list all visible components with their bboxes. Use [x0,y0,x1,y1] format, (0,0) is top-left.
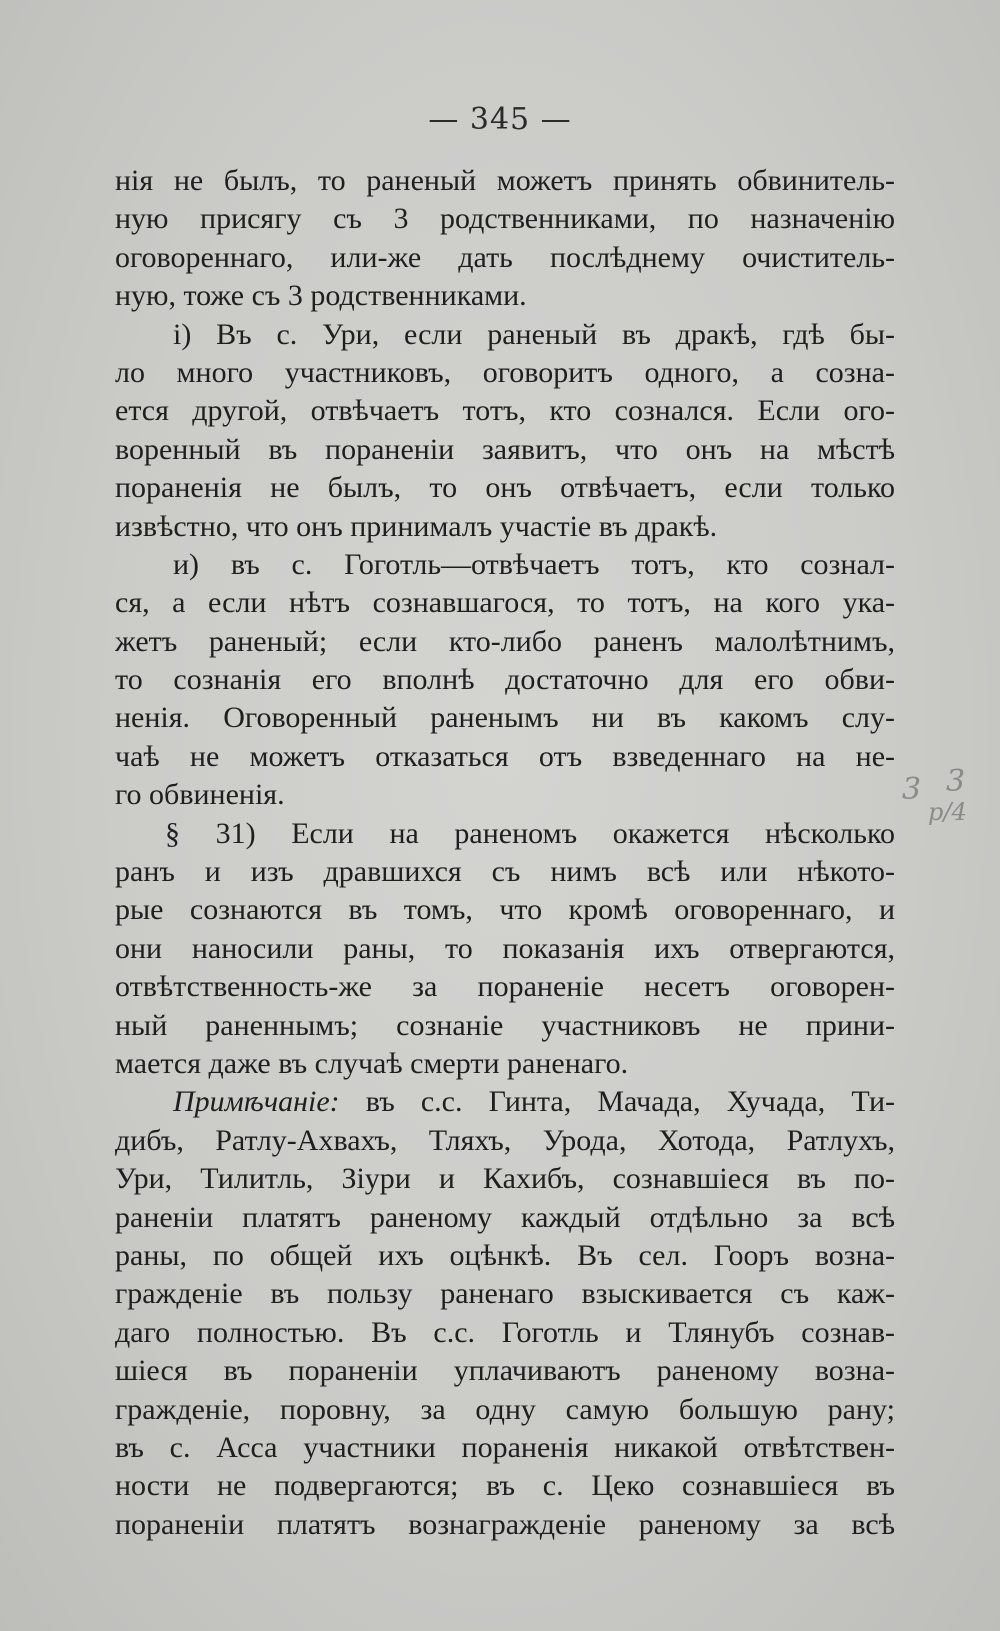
page-number: — 345 — [428,102,572,137]
note-line-text: въ с.с. Гинта, Мачада, Хучада, Ти- [365,1085,895,1119]
note-label: Примѣчаніе: [173,1085,340,1119]
text-line: ненія. Оговоренный раненымъ ни въ какомъ слу- [115,701,895,735]
text-line: даго полностью. Въ с.с. Гоготль и Тлянубъ сознав- [115,1315,895,1349]
text-line: гражденіе въ пользу раненаго взыскивается съ каж- [115,1277,895,1311]
text-line: пораненіи платятъ вознагражденіе раненому за всѣ [115,1507,895,1541]
text-line: раны, по общей ихъ оцѣнкѣ. Въ сел. Гооръ возна- [115,1238,895,1272]
text-line: го обвиненія. [115,778,285,812]
note-first-line [115,1083,895,1121]
text-line: нія не былъ, то раненый можетъ принять обвинитель- [115,164,895,197]
text-line: ранъ и изъ дравшихся съ нимъ всѣ или нѣкото- [115,855,895,889]
text-line: дибъ, Ратлу-Ахвахъ, Тляхъ, Урода, Хотода, Ратлухъ, [115,1123,895,1157]
text-line: раненіи платятъ раненому каждый отдѣльно за всѣ [115,1200,895,1234]
text-line: въ с. Асса участники пораненія никакой отвѣтствен- [115,1430,895,1464]
text-line: и) въ с. Гоготль—отвѣчаетъ тотъ, кто сознал- [173,547,895,581]
margin-note-a: 3 [902,772,922,807]
text-line: они наносили раны, то показанія ихъ отвергаются, [115,931,895,965]
handwritten-margin-note [902,764,992,852]
text-line: ную присягу съ 3 родственниками, по назначенію [115,202,895,236]
text-line: извѣстно, что онъ принималъ участіе въ дракѣ. [115,509,718,543]
text-line: то сознанія его вполнѣ достаточно для его обви- [115,663,895,697]
text-line: ся, а если нѣтъ сознавшагося, то тотъ, на кого ука- [115,586,895,620]
body-text [115,162,895,1544]
text-line: рые сознаются въ томъ, что кромѣ оговореннаго, и [115,893,895,927]
text-line: отвѣтственность-же за пораненіе несетъ оговорен- [115,970,895,1004]
text-line: ный раненнымъ; сознаніе участниковъ не прини- [115,1008,895,1042]
text-line: Ури, Тилитль, Зіури и Кахибъ, сознавшіеся въ по- [115,1162,895,1196]
text-line: і) Въ с. Ури, если раненый въ дракѣ, гдѣ бы- [173,317,895,351]
text-line: воренный въ пораненіи заявитъ, что онъ на мѣстѣ [115,432,895,466]
text-line: ности не подвергаются; въ с. Цеко сознавшіеся въ [115,1469,895,1503]
text-line: ется другой, отвѣчаетъ тотъ, кто сознался. Если ого- [115,394,895,428]
text-line: жетъ раненый; если кто-либо раненъ малолѣтнимъ, [115,624,895,658]
text-line: оговореннаго, или-же дать послѣднему очиститель- [115,240,895,274]
text-line: ную, тоже съ 3 родственниками. [115,279,527,313]
text-line: ло много участниковъ, оговоритъ одного, а созна- [115,355,895,389]
margin-note-c: р/4 [928,798,967,826]
margin-note-b: 3 [946,764,966,799]
text-line: чаѣ не можетъ отказаться отъ взведеннаго на не- [115,739,895,773]
text-line: § 31) Если на раненомъ окажется нѣсколько [165,816,895,850]
text-line: мается даже въ случаѣ смерти раненаго. [115,1046,629,1080]
text-line: гражденіе, поровну, за одну самую большую рану; [115,1392,895,1426]
text-line: шіеся въ пораненіи уплачиваютъ раненому возна- [115,1354,895,1388]
text-line: пораненія не былъ, то онъ отвѣчаетъ, если только [115,471,895,505]
